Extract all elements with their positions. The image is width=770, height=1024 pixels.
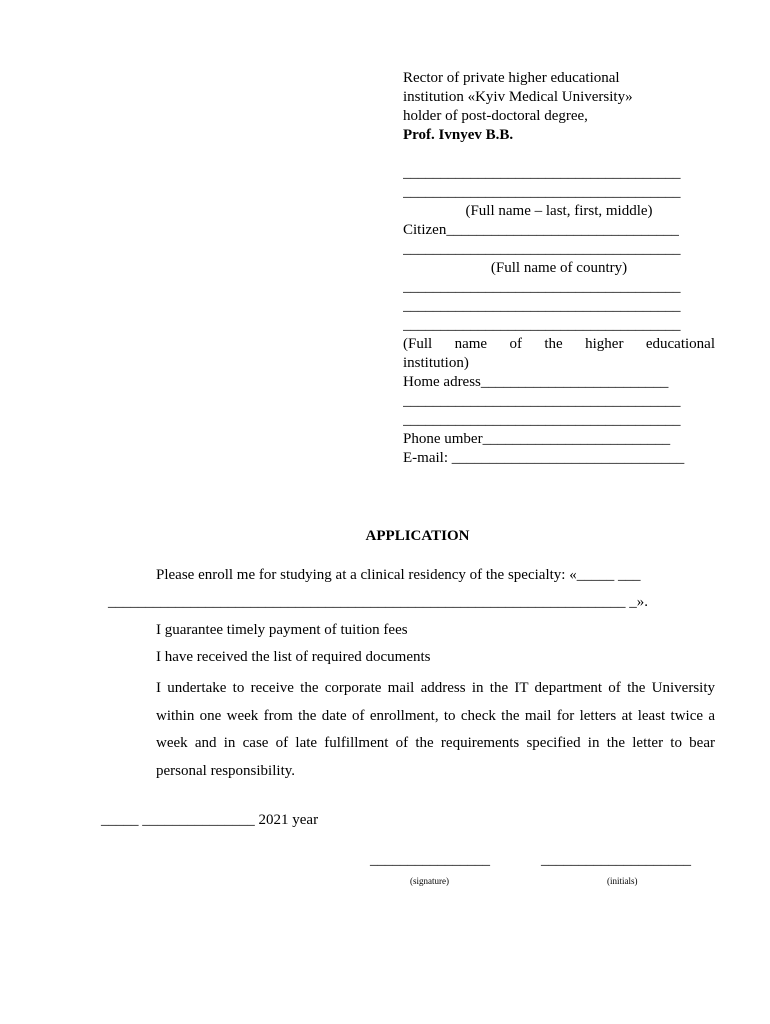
home-address-line-2[interactable]: _____________________________________ (403, 393, 681, 409)
full-name-caption: (Full name – last, first, middle) (465, 203, 653, 219)
spacer (403, 145, 715, 164)
addressee-line-2: institution «Kyiv Medical University» (403, 89, 633, 105)
country-line[interactable]: _____________________________________ (403, 241, 681, 257)
institution-caption-1: (Full name of the higher educational (403, 336, 715, 352)
specialty-field[interactable]: _____________________________________________________________________ _». (108, 594, 648, 610)
full-name-line-2[interactable]: _____________________________________ (403, 184, 681, 200)
received-line: I have received the list of required documents (156, 649, 431, 665)
email-row (403, 449, 715, 468)
full-name-line-1[interactable]: _____________________________________ (403, 165, 681, 181)
undertake-paragraph: I undertake to receive the corporate mail address in the IT department of the University within one week from the date of enrollment, to check the mail for letters at least twice a week and in case of late fulfillment of the requirements specified in the letter to bear personal responsibility. (156, 680, 715, 779)
document-title: APPLICATION (365, 528, 470, 544)
enroll-line: Please enroll me for studying at a clinical residency of the specialty: «_____ ___ (156, 567, 641, 583)
initials-caption: (initials) (607, 876, 638, 886)
email-field[interactable]: _______________________________ (451, 450, 685, 466)
guarantee-line: I guarantee timely payment of tuition fees (156, 622, 408, 638)
home-address-label: Home adress (403, 374, 481, 390)
citizen-field[interactable]: _______________________________ (446, 222, 679, 238)
date-line[interactable]: _____ _______________ 2021 year (101, 812, 319, 828)
addressee-line-1: Rector of private higher educational (403, 70, 620, 86)
signature-line[interactable]: ________________ (370, 852, 490, 868)
phone-label: Phone umber (403, 431, 483, 447)
home-address-row (403, 373, 715, 392)
phone-field[interactable]: _________________________ (482, 431, 671, 447)
citizen-label: Citizen (403, 222, 447, 238)
home-address-field[interactable]: _________________________ (480, 374, 669, 390)
addressee-block (403, 69, 715, 468)
initials-line[interactable]: ____________________ (541, 852, 691, 868)
institution-line-3[interactable]: _____________________________________ (403, 317, 681, 333)
institution-caption-2: institution) (403, 355, 469, 371)
email-label: E-mail: (403, 450, 452, 466)
addressee-line-3: holder of post-doctoral degree, (403, 108, 588, 124)
phone-row (403, 430, 715, 449)
country-caption: (Full name of country) (490, 260, 628, 276)
home-address-line-3[interactable]: _____________________________________ (403, 412, 681, 428)
institution-line-2[interactable]: _____________________________________ (403, 298, 681, 314)
signature-caption: (signature) (410, 876, 449, 886)
institution-line-1[interactable]: _____________________________________ (403, 279, 681, 295)
citizen-row (403, 221, 715, 240)
addressee-name: Prof. Ivnyev B.B. (403, 127, 514, 143)
